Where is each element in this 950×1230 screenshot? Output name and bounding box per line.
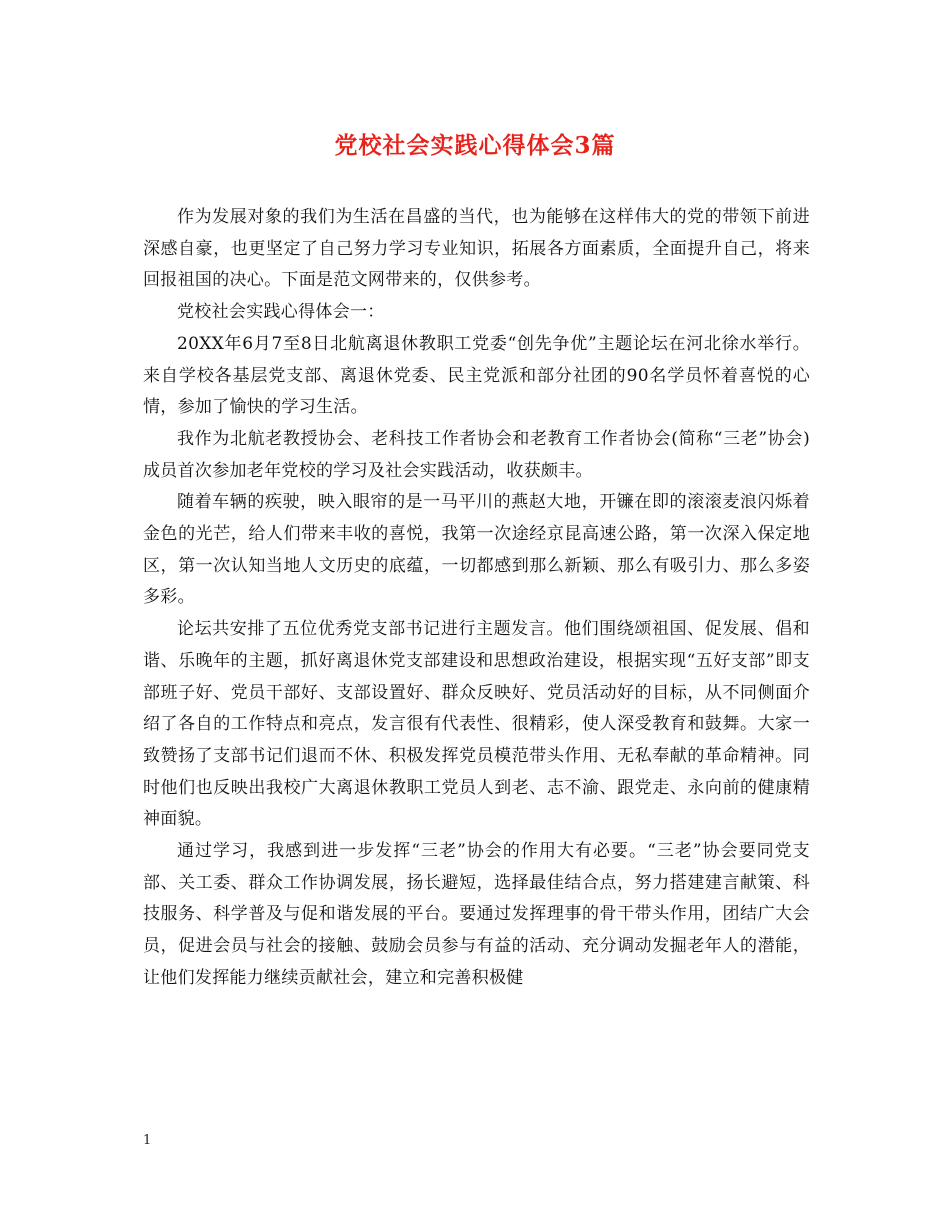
document-title: 党校社会实践心得体会3篇 [334,132,616,159]
paragraph-journey: 随着车辆的疾驶，映入眼帘的是一马平川的燕赵大地，开镰在即的滚滚麦浪闪烁着金色的光芒，给人们带来丰收的喜悦，我第一次途经京昆高速公路，第一次深入保定地区，第一次认知当地人文历史的底蕴，一切都感到那么新颖、那么有吸引力、那么多姿多彩。 [143,492,810,608]
paragraph-forum-speeches: 论坛共安排了五位优秀党支部书记进行主题发言。他们围绕颂祖国、促发展、倡和谐、乐晚年的主题，抓好离退休党支部建设和思想政治建设，根据实现“五好支部”即支部班子好、党员干部好、支部设置好、群众反映好、党员活动好的目标，从不同侧面介绍了各自的工作特点和亮点，发言很有代表性、很精彩，使人深受教育和鼓舞。大家一致赞扬了支部书记们退而不休、积极发挥党员模范带头作用、无私奉献的革命精神。同时他们也反映出我校广大离退休教职工党员人到老、志不渝、跟党走、永向前的健康精神面貌。 [143,619,810,830]
paragraph-section-heading: 党校社会实践心得体会一： [177,302,385,323]
document-body [143,202,810,995]
paragraph-forum-date: 20XX年6月7至8日北航离退休教职工党委“创先争优”主题论坛在河北徐水举行。来自学校各基层党支部、离退休党委、民主党派和部分社团的90名学员怀着喜悦的心情，参加了愉快的学习生活。 [143,333,810,418]
paragraph-association-role: 通过学习，我感到进一步发挥“三老”协会的作用大有必要。“三老”协会要同党支部、关工委、群众工作协调发展，扬长避短，选择最佳结合点，努力搭建建言献策、科技服务、科学普及与促和谐发展的平台。要通过发挥理事的骨干带头作用，团结广大会员，促进会员与社会的接触、鼓励会员参与有益的活动、充分调动发掘老年人的潜能，让他们发挥能力继续贡献社会，建立和完善积极健 [143,841,810,988]
paragraph-intro: 作为发展对象的我们为生活在昌盛的当代，也为能够在这样伟大的党的带领下前进深感自豪，也更坚定了自己努力学习专业知识，拓展各方面素质，全面提升自己，将来回报祖国的决心。下面是范文网带来的，仅供参考。 [143,207,810,291]
paragraph-first-participation: 我作为北航老教授协会、老科技工作者协会和老教育工作者协会(简称“三老”协会)成员首次参加老年党校的学习及社会实践活动，收获颇丰。 [143,428,810,481]
page-number: 1 [143,1133,152,1148]
